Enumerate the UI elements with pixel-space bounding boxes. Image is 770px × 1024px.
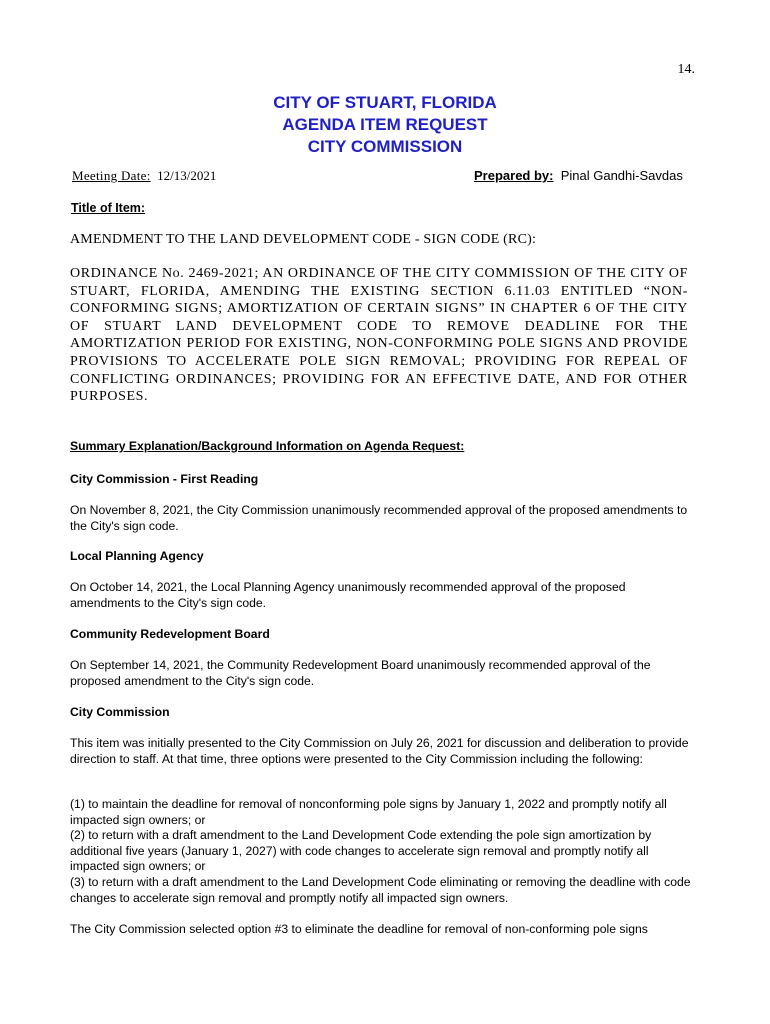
title-line-city: CITY OF STUART, FLORIDA — [273, 93, 497, 112]
section-heading-commission: City Commission — [70, 705, 170, 719]
section-text-commission: This item was initially presented to the City Commission on July 26, 2021 for discussion and deliberation to provide direction to staff. At that time, three options were presented to the City Commission including the following: — [70, 736, 689, 766]
title-of-item-label: Title of Item: — [71, 201, 146, 215]
option-item-1: (1) to maintain the deadline for removal of nonconforming pole signs by January 1, 2022 and promptly notify all impacted sign owners; or — [70, 797, 667, 827]
section-text-crb: On September 14, 2021, the Community Redevelopment Board unanimously recommended approval of the proposed amendment to the City's sign code. — [70, 658, 651, 688]
section-heading-first-reading: City Commission - First Reading — [70, 472, 259, 486]
option-item-2: (2) to return with a draft amendment to the Land Development Code extending the pole sign amortization by additional five years (January 1, 2027) with code changes to accelerate sign removal and promptly notify all impacted sign owners; or — [70, 828, 652, 874]
section-heading-crb: Community Redevelopment Board — [70, 627, 270, 641]
section-text-first-reading: On November 8, 2021, the City Commission unanimously recommended approval of the proposed amendments to the City's sign code. — [70, 503, 688, 533]
section-text-lpa: On October 14, 2021, the Local Planning Agency unanimously recommended approval of the proposed amendments to the City's sign code. — [70, 580, 626, 610]
page-number: 14. — [677, 62, 695, 77]
document-title — [0, 92, 770, 158]
prepared-by-label: Prepared by: — [474, 168, 554, 183]
ordinance-text: ORDINANCE No. 2469-2021; AN ORDINANCE OF THE CITY COMMISSION OF THE CITY OF STUART, FLORIDA, AMENDING THE EXISTING SECTION 6.11.03 ENTITLED “NON-CONFORMING SIGNS; AMORTIZATION OF CERTAIN SIGNS” IN CHAPTER 6 OF THE CITY OF STUART LAND DEVELOPMENT CODE TO REMOVE DEADLINE FOR THE AMORTIZATION PERIOD FOR EXISTING, NON-CONFORMING POLE SIGNS AND PROVIDE PROVISIONS TO ACCELERATE POLE SIGN REMOVAL; PROVIDING FOR REPEAL OF CONFLICTING ORDINANCES; PROVIDING FOR AN EFFECTIVE DATE, AND FOR OTHER PURPOSES. — [70, 266, 688, 405]
meeting-date-label: Meeting Date: — [72, 168, 151, 183]
meeting-date-value: 12/13/2021 — [157, 168, 217, 183]
closing-text: The City Commission selected option #3 to eliminate the deadline for removal of non-conforming pole signs — [70, 922, 648, 936]
title-line-commission: CITY COMMISSION — [307, 137, 463, 156]
amendment-header: AMENDMENT TO THE LAND DEVELOPMENT CODE - SIGN CODE (RC): — [70, 232, 537, 247]
title-line-agenda: AGENDA ITEM REQUEST — [282, 115, 488, 134]
prepared-by — [474, 168, 683, 183]
options-list — [70, 797, 695, 906]
section-heading-lpa: Local Planning Agency — [70, 549, 204, 563]
prepared-by-value: Pinal Gandhi-Savdas — [560, 168, 683, 183]
summary-label: Summary Explanation/Background Information on Agenda Request: — [70, 439, 465, 453]
meeting-date — [72, 168, 216, 184]
option-item-3: (3) to return with a draft amendment to the Land Development Code eliminating or removing the deadline with code changes to accelerate sign removal and promptly notify all impacted sign owners. — [70, 874, 691, 905]
